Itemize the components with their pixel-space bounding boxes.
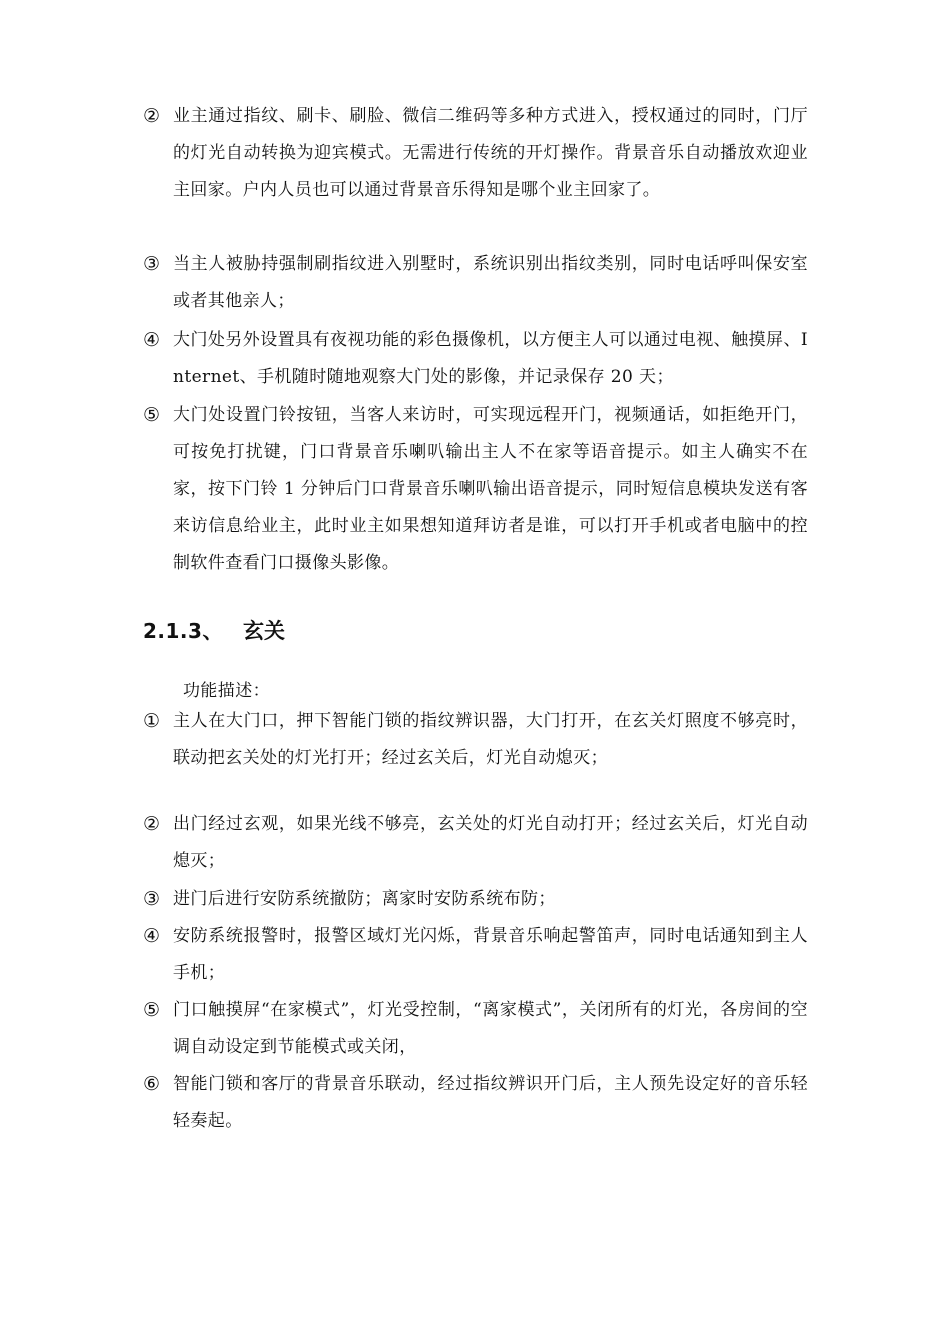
item-number: ④ xyxy=(143,925,161,947)
item-number: ② xyxy=(143,813,161,835)
item-number: ③ xyxy=(143,888,161,910)
item-number: ② xyxy=(143,105,161,127)
list-item xyxy=(143,992,808,1066)
item-number: ④ xyxy=(143,329,161,351)
item-text: 大门处设置门铃按钮，当客人来访时，可实现远程开门，视频通话，如拒绝开门，可按免打扰键，门口背景音乐喇叭输出主人不在家等语音提示。如主人确实不在家，按下门铃 1 分钟后门口背景音乐喇叭输出语音提示，同时短信息模块发送有客来访信息给业主，此时业主如果想知道拜访者是谁，可以打开手机或者电脑中的控制软件查看门口摄像头影像。 xyxy=(173,405,808,573)
item-text: 进门后进行安防系统撤防；离家时安防系统布防； xyxy=(173,889,556,909)
function-description-label: 功能描述： xyxy=(183,681,270,701)
section-heading xyxy=(143,615,285,645)
item-text: 门口触摸屏“在家模式”，灯光受控制，“离家模式”，关闭所有的灯光，各房间的空调自动设定到节能模式或关闭， xyxy=(173,1000,808,1057)
section-title: 玄关 xyxy=(242,619,285,643)
item-text: 业主通过指纹、刷卡、刷脸、微信二维码等多种方式进入，授权通过的同时，门厅的灯光自动转换为迎宾模式。无需进行传统的开灯操作。背景音乐自动播放欢迎业主回家。户内人员也可以通过背景音乐得知是哪个业主回家了。 xyxy=(173,106,808,200)
list-item xyxy=(143,397,808,582)
list-item xyxy=(143,806,808,880)
list-item xyxy=(143,246,808,320)
item-number: ① xyxy=(143,710,161,732)
item-text: 主人在大门口，押下智能门锁的指纹辨识器，大门打开，在玄关灯照度不够亮时，联动把玄关处的灯光打开；经过玄关后，灯光自动熄灭； xyxy=(173,711,808,768)
list-item xyxy=(143,98,808,209)
item-text: 当主人被胁持强制刷指纹进入别墅时，系统识别出指纹类别，同时电话呼叫保安室或者其他亲人； xyxy=(173,254,808,311)
item-number: ⑤ xyxy=(143,404,161,426)
item-text: 智能门锁和客厅的背景音乐联动，经过指纹辨识开门后，主人预先设定好的音乐轻轻奏起。 xyxy=(173,1074,808,1131)
item-text: 大门处另外设置具有夜视功能的彩色摄像机，以方便主人可以通过电视、触摸屏、Internet、手机随时随地观察大门处的影像，并记录保存 20 天； xyxy=(173,330,808,387)
item-number: ③ xyxy=(143,253,161,275)
section-number: 2.1.3、 xyxy=(143,619,223,643)
item-number: ⑥ xyxy=(143,1073,161,1095)
list-item xyxy=(143,322,808,396)
list-item xyxy=(143,1066,808,1140)
item-number: ⑤ xyxy=(143,999,161,1021)
list-item xyxy=(143,703,808,777)
list-item xyxy=(143,881,808,918)
item-text: 出门经过玄观，如果光线不够亮，玄关处的灯光自动打开；经过玄关后，灯光自动熄灭； xyxy=(173,814,808,871)
item-text: 安防系统报警时，报警区域灯光闪烁，背景音乐响起警笛声，同时电话通知到主人手机； xyxy=(173,926,808,983)
list-item xyxy=(143,918,808,992)
